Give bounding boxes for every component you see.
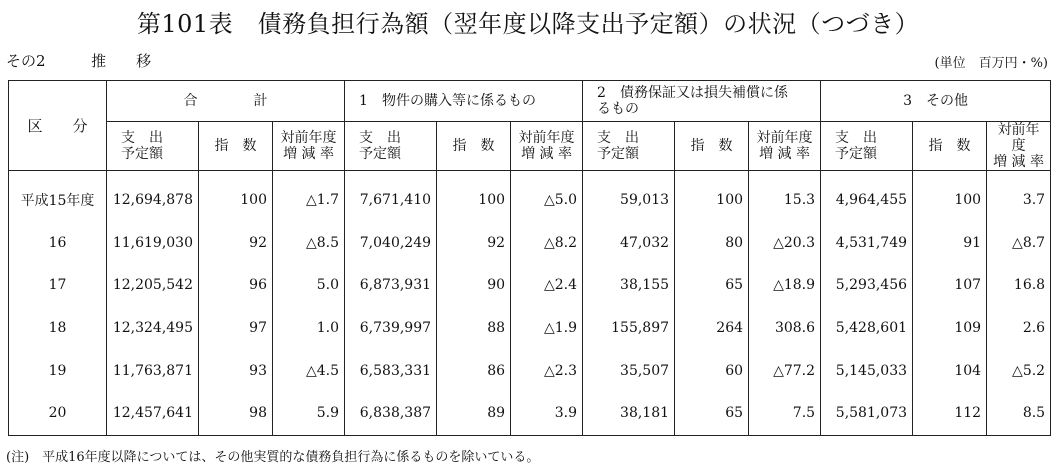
table-cell: 5.9 (273, 392, 345, 435)
table-cell: 47,032 (583, 222, 675, 265)
table-cell: 6,739,997 (345, 307, 437, 350)
table-cell: 92 (199, 222, 273, 265)
table-cell: 35,507 (583, 349, 675, 392)
unit-label: (単位 百万円・%) (934, 56, 1048, 71)
expense-header: 支 出 予定額 (107, 122, 199, 171)
yoy-change-header: 対前年度 増 減 率 (987, 122, 1051, 171)
table-row (9, 307, 1051, 350)
header-group-purchase: 1 物件の購入等に係るもの (345, 81, 583, 122)
section-label: 推 移 (91, 52, 152, 70)
table-cell: 89 (437, 392, 511, 435)
table-cell: 308.6 (749, 307, 821, 350)
header-group-total: 合 計 (107, 81, 345, 122)
table-cell: 7,671,410 (345, 171, 437, 222)
table-cell: 93 (199, 349, 273, 392)
table-cell: 6,873,931 (345, 264, 437, 307)
table-cell: 5,428,601 (821, 307, 913, 350)
header-group-other: 3 その他 (821, 81, 1051, 122)
table-cell: 6,583,331 (345, 349, 437, 392)
table-cell: 80 (675, 222, 749, 265)
table-cell: △2.3 (511, 349, 583, 392)
table-cell: △1.9 (511, 307, 583, 350)
index-header: 指 数 (437, 122, 511, 171)
table-cell: 15.3 (749, 171, 821, 222)
table-cell: △5.2 (987, 349, 1051, 392)
table-cell: 38,181 (583, 392, 675, 435)
section-number: その2 (6, 52, 46, 70)
table-cell: 65 (675, 392, 749, 435)
row-year: 17 (9, 264, 107, 307)
table-cell: 100 (199, 171, 273, 222)
table-cell: 88 (437, 307, 511, 350)
row-year: 16 (9, 222, 107, 265)
table-cell: 59,013 (583, 171, 675, 222)
table-cell: 12,694,878 (107, 171, 199, 222)
table-cell: 3.7 (987, 171, 1051, 222)
table-cell: 8.5 (987, 392, 1051, 435)
table-body (9, 171, 1051, 436)
table-cell: 11,763,871 (107, 349, 199, 392)
subheader-row (9, 122, 1051, 171)
table-cell: △20.3 (749, 222, 821, 265)
table-cell: 38,155 (583, 264, 675, 307)
table-cell: 5,145,033 (821, 349, 913, 392)
table-cell: 11,619,030 (107, 222, 199, 265)
table-cell: 7.5 (749, 392, 821, 435)
row-year: 20 (9, 392, 107, 435)
table-cell: 92 (437, 222, 511, 265)
section-subtitle (6, 50, 151, 71)
table-cell: 86 (437, 349, 511, 392)
table-cell: 12,457,641 (107, 392, 199, 435)
table-cell: 100 (913, 171, 987, 222)
table-row (9, 171, 1051, 222)
table-cell: 6,838,387 (345, 392, 437, 435)
table-cell: 60 (675, 349, 749, 392)
table-cell: 98 (199, 392, 273, 435)
expense-header: 支 出 予定額 (345, 122, 437, 171)
table-cell: 65 (675, 264, 749, 307)
table-cell: △5.0 (511, 171, 583, 222)
yoy-change-header: 対前年度 増 減 率 (273, 122, 345, 171)
yoy-change-header: 対前年度 増 減 率 (511, 122, 583, 171)
index-header: 指 数 (199, 122, 273, 171)
table-cell: 16.8 (987, 264, 1051, 307)
table-cell: △2.4 (511, 264, 583, 307)
table-row (9, 392, 1051, 435)
table-cell: 5.0 (273, 264, 345, 307)
table-cell: 100 (437, 171, 511, 222)
table-cell: 1.0 (273, 307, 345, 350)
table-cell: 90 (437, 264, 511, 307)
table-cell: △4.5 (273, 349, 345, 392)
table-cell: 5,293,456 (821, 264, 913, 307)
table-cell: 3.9 (511, 392, 583, 435)
table-cell: △18.9 (749, 264, 821, 307)
expense-header: 支 出 予定額 (583, 122, 675, 171)
table-cell: 2.6 (987, 307, 1051, 350)
expense-header: 支 出 予定額 (821, 122, 913, 171)
table-cell: 12,205,542 (107, 264, 199, 307)
table-row (9, 222, 1051, 265)
table-cell: 112 (913, 392, 987, 435)
header-kubun: 区 分 (9, 81, 107, 171)
table-cell: 107 (913, 264, 987, 307)
table-cell: 5,581,073 (821, 392, 913, 435)
table-cell: 7,040,249 (345, 222, 437, 265)
row-year: 18 (9, 307, 107, 350)
index-header: 指 数 (913, 122, 987, 171)
table-cell: △8.5 (273, 222, 345, 265)
index-header: 指 数 (675, 122, 749, 171)
table-cell: 97 (199, 307, 273, 350)
table-cell: △1.7 (273, 171, 345, 222)
row-year: 19 (9, 349, 107, 392)
table-cell: 12,324,495 (107, 307, 199, 350)
table-cell: 155,897 (583, 307, 675, 350)
table-cell: 104 (913, 349, 987, 392)
table-cell: △8.7 (987, 222, 1051, 265)
debt-commitment-table (8, 80, 1051, 436)
table-cell: △77.2 (749, 349, 821, 392)
table-cell: 4,964,455 (821, 171, 913, 222)
table-cell: 4,531,749 (821, 222, 913, 265)
yoy-change-header: 対前年度 増 減 率 (749, 122, 821, 171)
table-cell: 109 (913, 307, 987, 350)
table-cell: △8.2 (511, 222, 583, 265)
table-cell: 264 (675, 307, 749, 350)
table-row (9, 264, 1051, 307)
page-title: 第101表 債務負担行為額（翌年度以降支出予定額）の状況（つづき） (136, 10, 920, 38)
table-cell: 100 (675, 171, 749, 222)
table-cell: 91 (913, 222, 987, 265)
header-group-guarantee: 2 債務保証又は損失補償に係るもの (583, 81, 821, 122)
footnote: (注) 平成16年度以降については、その他実質的な債務負担行為に係るものを除いている。 (6, 450, 540, 465)
table-row (9, 349, 1051, 392)
table-cell: 96 (199, 264, 273, 307)
row-year: 平成15年度 (9, 171, 107, 222)
